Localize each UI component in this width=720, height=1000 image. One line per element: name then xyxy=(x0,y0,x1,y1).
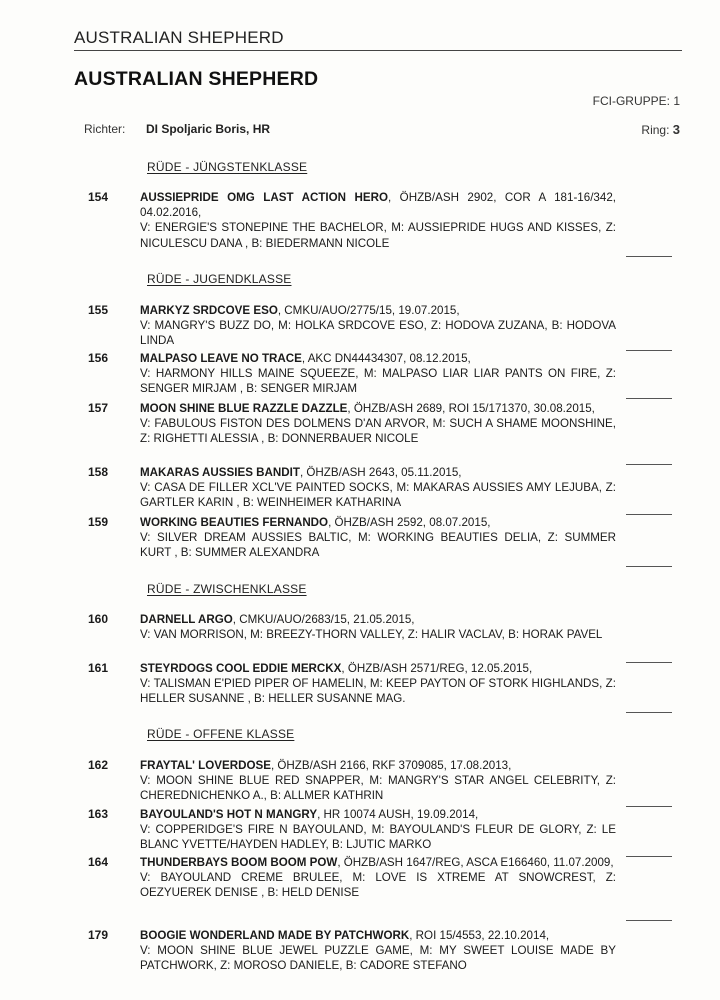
entry-dog-name: MAKARAS AUSSIES BANDIT xyxy=(140,466,300,479)
result-line xyxy=(626,712,672,713)
entry-dog-name: BAYOULAND'S HOT N MANGRY xyxy=(140,808,318,821)
entry-lineage: V: CASA DE FILLER XCL'VE PAINTED SOCKS, M: MAKARAS AUSSIES AMY LEJUBA, Z: GARTLER KARIN , B: WEINHEIMER KATHARINA xyxy=(140,481,616,510)
entry-number: 163 xyxy=(88,807,109,821)
entry-number: 159 xyxy=(88,515,109,529)
entry-number: 154 xyxy=(88,190,109,204)
result-line xyxy=(626,464,672,465)
entry-details: , ÖHZB/ASH 2902, COR A 181-16/342, 04.02.2016, xyxy=(140,191,616,220)
entry-text xyxy=(140,515,616,561)
entry-163 xyxy=(88,807,616,853)
entry-text xyxy=(140,303,616,349)
entry-details: , CMKU/AUO/2775/15, 19.07.2015, xyxy=(277,304,460,317)
entry-164 xyxy=(88,855,616,901)
entry-dog-name: DARNELL ARGO xyxy=(140,613,233,626)
result-line xyxy=(626,514,672,515)
entry-lineage: V: TALISMAN E'PIED PIPER OF HAMELIN, M: KEEP PAYTON OF STORK HIGHLANDS, Z: HELLER SUSANNE , B: HELLER SUSANNE MAG. xyxy=(140,677,616,706)
entry-number: 179 xyxy=(88,928,109,942)
entry-lineage: V: MANGRY'S BUZZ DO, M: HOLKA SRDCOVE ESO, Z: HODOVA ZUZANA, B: HODOVA LINDA xyxy=(140,319,616,348)
entry-lineage: V: FABULOUS FISTON DES DOLMENS D'AN ARVOR, M: SUCH A SHAME MOONSHINE, Z: RIGHETTI ALESSIA , B: DONNERBAUER NICOLE xyxy=(140,417,616,446)
section-title-jugendklasse: RÜDE - JUGENDKLASSE xyxy=(147,272,292,286)
section-title-zwischenklasse: RÜDE - ZWISCHENKLASSE xyxy=(147,582,307,596)
entry-179 xyxy=(88,928,616,974)
entry-details: , ÖHZB/ASH 2571/REG, 12.05.2015, xyxy=(341,662,533,675)
entry-number: 157 xyxy=(88,401,109,415)
entry-details: , ÖHZB/ASH 1647/REG, ASCA E166460, 11.07.2009, xyxy=(337,856,614,869)
result-line xyxy=(626,256,672,257)
entry-161 xyxy=(88,661,616,707)
entry-text xyxy=(140,855,616,901)
entry-162 xyxy=(88,758,616,804)
entry-number: 156 xyxy=(88,351,109,365)
entry-155 xyxy=(88,303,616,349)
result-line xyxy=(626,920,672,921)
entry-number: 158 xyxy=(88,465,109,479)
entry-number: 155 xyxy=(88,303,109,317)
entry-details: , ÖHZB/ASH 2689, ROI 15/171370, 30.08.2015, xyxy=(347,402,595,415)
ring-number: 3 xyxy=(672,122,680,137)
entry-details: , ÖHZB/ASH 2643, 05.11.2015, xyxy=(299,466,462,479)
entry-details: , ÖHZB/ASH 2166, RKF 3709085, 17.08.2013, xyxy=(270,759,512,772)
entry-lineage: V: BAYOULAND CREME BRULEE, M: LOVE IS XTREME AT SNOWCREST, Z: OEZYUEREK DENISE , B: HELD DENISE xyxy=(140,871,616,900)
entry-number: 164 xyxy=(88,855,109,869)
result-line xyxy=(626,398,672,399)
entry-lineage: V: SILVER DREAM AUSSIES BALTIC, M: WORKING BEAUTIES DELIA, Z: SUMMER KURT , B: SUMMER ALEXANDRA xyxy=(140,531,616,560)
header-rule xyxy=(74,50,682,51)
entry-text xyxy=(140,928,616,974)
result-line xyxy=(626,806,672,807)
entry-dog-name: STEYRDOGS COOL EDDIE MERCKX xyxy=(140,662,342,675)
result-line xyxy=(626,856,672,857)
entry-lineage: V: VAN MORRISON, M: BREEZY-THORN VALLEY, Z: HALIR VACLAV, B: HORAK PAVEL xyxy=(140,628,603,642)
ring-indicator xyxy=(641,122,680,137)
entry-157 xyxy=(88,401,616,447)
ring-label: Ring: xyxy=(641,123,670,137)
result-line xyxy=(626,350,672,351)
fci-group: FCI-GRUPPE: 1 xyxy=(592,94,680,108)
entry-dog-name: THUNDERBAYS BOOM BOOM POW xyxy=(140,856,338,869)
entry-text xyxy=(140,661,616,707)
entry-dog-name: BOOGIE WONDERLAND MADE BY PATCHWORK xyxy=(140,929,410,942)
entry-details: , ÖHZB/ASH 2592, 08.07.2015, xyxy=(328,516,491,529)
entry-159 xyxy=(88,515,616,561)
entry-text xyxy=(140,401,616,447)
entry-text xyxy=(140,758,616,804)
entry-text xyxy=(140,351,616,397)
judge-name: DI Spoljaric Boris, HR xyxy=(146,122,271,136)
entry-lineage: V: COPPERIDGE'S FIRE N BAYOULAND, M: BAYOULAND'S FLEUR DE GLORY, Z: LE BLANC YVETTE/HAYDEN HADLEY, B: LJUTIC MARKO xyxy=(140,823,616,852)
entry-number: 161 xyxy=(88,661,109,675)
entry-dog-name: WORKING BEAUTIES FERNANDO xyxy=(140,516,329,529)
entry-details: , CMKU/AUO/2683/15, 21.05.2015, xyxy=(232,613,415,626)
entry-dog-name: FRAYTAL' LOVERDOSE xyxy=(140,759,271,772)
entry-number: 160 xyxy=(88,612,109,626)
result-line xyxy=(626,662,672,663)
entry-dog-name: AUSSIEPRIDE OMG LAST ACTION HERO xyxy=(140,191,388,204)
result-line xyxy=(626,566,672,567)
section-title-offene-klasse: RÜDE - OFFENE KLASSE xyxy=(147,727,295,741)
section-title-juengstenklasse: RÜDE - JÜNGSTENKLASSE xyxy=(147,160,308,174)
entry-details: , ROI 15/4553, 22.10.2014, xyxy=(409,929,550,942)
entry-158 xyxy=(88,465,616,511)
entry-dog-name: MALPASO LEAVE NO TRACE xyxy=(140,352,302,365)
running-header-title: AUSTRALIAN SHEPHERD xyxy=(74,28,284,47)
entry-dog-name: MARKYZ SRDCOVE ESO xyxy=(140,304,278,317)
entry-text xyxy=(140,612,616,642)
entry-text xyxy=(140,190,616,251)
entry-lineage: V: MOON SHINE BLUE RED SNAPPER, M: MANGRY'S STAR ANGEL CELEBRITY, Z: CHEREDNICHENKO A., B: ALLMER KATHRIN xyxy=(140,774,616,803)
entry-lineage: V: ENERGIE'S STONEPINE THE BACHELOR, M: AUSSIEPRIDE HUGS AND KISSES, Z: NICULESCU DANA , B: BIEDERMANN NICOLE xyxy=(140,221,616,250)
entry-details: , AKC DN44434307, 08.12.2015, xyxy=(301,352,471,365)
entry-text xyxy=(140,807,616,853)
entry-details: , HR 10074 AUSH, 19.09.2014, xyxy=(317,808,479,821)
entry-dog-name: MOON SHINE BLUE RAZZLE DAZZLE xyxy=(140,402,348,415)
entry-154 xyxy=(88,190,616,251)
entry-number: 162 xyxy=(88,758,109,772)
entry-156 xyxy=(88,351,616,397)
judge-label: Richter: xyxy=(84,122,126,136)
entry-text xyxy=(140,465,616,511)
entry-160 xyxy=(88,612,616,642)
breed-title: AUSTRALIAN SHEPHERD xyxy=(74,68,319,90)
entry-lineage: V: HARMONY HILLS MAINE SQUEEZE, M: MALPASO LIAR LIAR PANTS ON FIRE, Z: SENGER MIRJAM , B: SENGER MIRJAM xyxy=(140,367,616,396)
entry-lineage: V: MOON SHINE BLUE JEWEL PUZZLE GAME, M: MY SWEET LOUISE MADE BY PATCHWORK, Z: MOROSO DANIELE, B: CADORE STEFANO xyxy=(140,944,616,973)
